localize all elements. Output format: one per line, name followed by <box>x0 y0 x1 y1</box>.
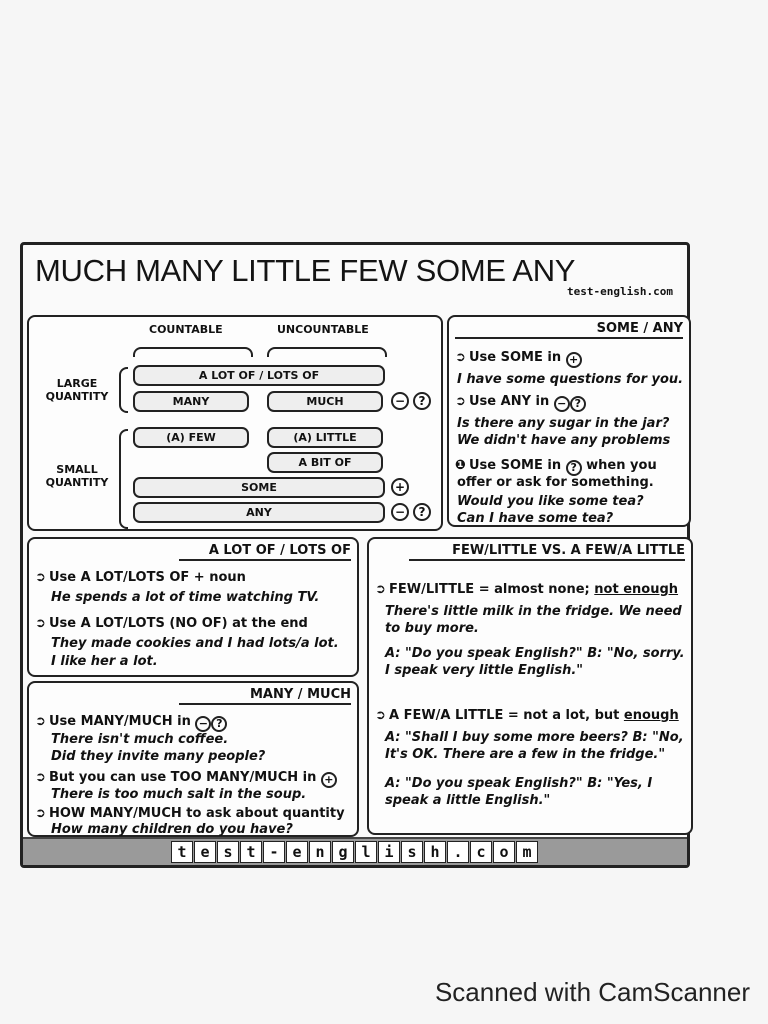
large-quantity-label: LARGE QUANTITY <box>45 377 109 403</box>
footer-letter-tile: m <box>516 841 538 863</box>
question-icon: ? <box>413 503 431 521</box>
pill-a-few: (A) FEW <box>133 427 249 448</box>
footer-letter-tile: i <box>378 841 400 863</box>
pill-many: MANY <box>133 391 249 412</box>
info-icon: ❶ <box>455 458 467 473</box>
example-text: How many children do you have? <box>51 822 293 837</box>
rule-text: ➲ HOW MANY/MUCH to ask about quantity <box>35 806 345 821</box>
example-text: I like her a lot. <box>51 654 158 669</box>
minus-icon: − <box>391 392 409 410</box>
example-text: Would you like some tea? <box>457 494 644 509</box>
small-brace <box>119 429 128 529</box>
footer-letter-tile: g <box>332 841 354 863</box>
rule-text: ➲ A FEW/A LITTLE = not a lot, but enough <box>375 708 679 723</box>
question-icon: ? <box>211 716 227 732</box>
arrow-icon: ➲ <box>455 394 466 409</box>
question-icon: ? <box>570 396 586 412</box>
example-text: He spends a lot of time watching TV. <box>51 590 320 605</box>
grammar-sheet <box>20 242 690 868</box>
pill-much: MUCH <box>267 391 383 412</box>
footer-letter-tile: l <box>355 841 377 863</box>
pill-some: SOME <box>133 477 385 498</box>
a-lot-of-panel <box>27 537 359 677</box>
brand-logo: test-english.com <box>567 285 673 298</box>
some-any-heading: SOME / ANY <box>455 321 683 339</box>
footer-bar <box>23 837 687 865</box>
uncountable-brace <box>267 347 387 357</box>
footer-letter-tile: e <box>194 841 216 863</box>
footer-letter-tile: - <box>263 841 285 863</box>
footer-letter-tile: t <box>240 841 262 863</box>
arrow-icon: ➲ <box>375 708 386 723</box>
pill-a-little: (A) LITTLE <box>267 427 383 448</box>
arrow-icon: ➲ <box>35 616 46 631</box>
countable-brace <box>133 347 253 357</box>
question-icon: ? <box>413 392 431 410</box>
minus-icon: − <box>195 716 211 732</box>
example-text: A: "Do you speak English?" B: "No, sorry. I speak very little English." <box>385 646 685 678</box>
footer-letter-tile: o <box>493 841 515 863</box>
plus-icon: + <box>566 352 582 368</box>
many-much-panel <box>27 681 359 837</box>
arrow-icon: ➲ <box>455 350 466 365</box>
scanner-watermark: Scanned with CamScanner <box>434 977 750 1007</box>
minus-icon: − <box>391 503 409 521</box>
plus-icon: + <box>391 478 409 496</box>
example-text: Did they invite many people? <box>51 749 266 764</box>
plus-icon: + <box>321 772 337 788</box>
rule-some-offer: ❶ Use SOME in ? when you <box>455 458 657 474</box>
large-brace <box>119 367 128 413</box>
pill-a-bit-of: A BIT OF <box>267 452 383 473</box>
footer-letter-tile: c <box>470 841 492 863</box>
a-lot-of-heading: A LOT OF / LOTS OF <box>179 543 351 561</box>
rule-some-offer-line2: offer or ask for something. <box>457 475 654 490</box>
small-quantity-label: SMALL QUANTITY <box>45 463 109 489</box>
footer-letter-tile: s <box>401 841 423 863</box>
uncountable-heading: UNCOUNTABLE <box>277 323 369 336</box>
arrow-icon: ➲ <box>35 714 46 729</box>
footer-letter-tile: . <box>447 841 469 863</box>
pill-any: ANY <box>133 502 385 523</box>
example-text: A: "Do you speak English?" B: "Yes, I speak a little English." <box>385 776 653 808</box>
sheet-title: MUCH MANY LITTLE FEW SOME ANY <box>35 253 576 288</box>
countable-heading: COUNTABLE <box>149 323 223 336</box>
example-text: There's little milk in the fridge. We need to buy more. <box>385 604 682 636</box>
example-text: We didn't have any problems <box>457 433 671 448</box>
pill-a-lot-of: A LOT OF / LOTS OF <box>133 365 385 386</box>
example-text: A: "Shall I buy some more beers? B: "No, It's OK. There are a few in the fridge." <box>385 730 684 762</box>
few-little-heading: FEW/LITTLE VS. A FEW/A LITTLE <box>409 543 685 561</box>
footer-letter-tile: h <box>424 841 446 863</box>
arrow-icon: ➲ <box>35 570 46 585</box>
quantity-diagram-panel <box>27 315 443 531</box>
footer-letter-tile: e <box>286 841 308 863</box>
rule-text: ➲ FEW/LITTLE = almost none; not enough <box>375 582 679 597</box>
example-text: I have some questions for you. <box>457 372 684 387</box>
many-much-heading: MANY / MUCH <box>179 687 351 705</box>
arrow-icon: ➲ <box>375 582 386 597</box>
arrow-icon: ➲ <box>35 770 46 785</box>
rule-text: ➲ Use A LOT/LOTS OF + noun <box>35 570 246 585</box>
example-text: They made cookies and I had lots/a lot. <box>51 636 339 651</box>
example-text: Can I have some tea? <box>457 511 614 526</box>
footer-letter-tile: s <box>217 841 239 863</box>
some-any-panel <box>447 315 691 527</box>
minus-icon: − <box>554 396 570 412</box>
footer-brand-tiles <box>171 841 539 863</box>
rule-text: ➲ But you can use TOO MANY/MUCH in + <box>35 769 337 788</box>
rule-some: ➲ Use SOME in + <box>455 349 582 368</box>
few-little-panel <box>367 537 693 835</box>
footer-letter-tile: n <box>309 841 331 863</box>
footer-letter-tile: t <box>171 841 193 863</box>
example-text: There isn't much coffee. <box>51 732 229 747</box>
rule-any: ➲ Use ANY in − ? <box>455 393 586 412</box>
arrow-icon: ➲ <box>35 806 46 821</box>
rule-text: ➲ Use A LOT/LOTS (NO OF) at the end <box>35 616 308 631</box>
example-text: There is too much salt in the soup. <box>51 787 307 802</box>
question-icon: ? <box>566 460 582 476</box>
example-text: Is there any sugar in the jar? <box>457 416 670 431</box>
rule-text: ➲ Use MANY/MUCH in − ? <box>35 713 227 732</box>
